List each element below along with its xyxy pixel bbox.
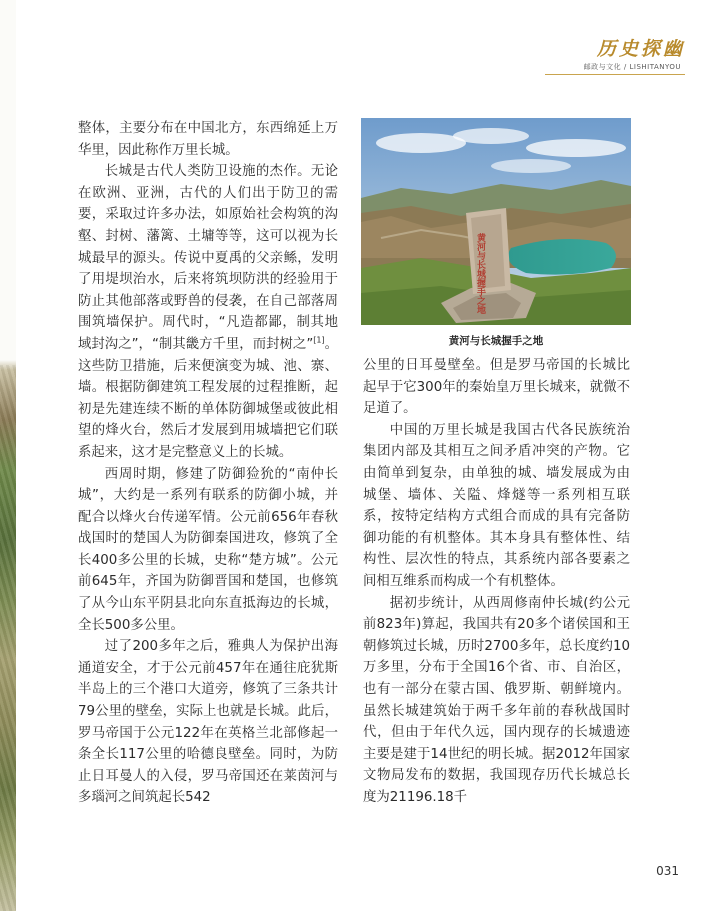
paragraph-great-wall-origin bbox=[78, 161, 338, 463]
paragraph-athens-rome: 过了200多年之后，雅典人为保护出海通道安全，才于公元前457年在通往庇犹斯半岛上的三个港口大道旁，修筑了三条共计79公里的壁垒，实际上也就是长城。此后，罗马帝国于公元122年在英格兰北部修起一条全长117公里的哈德良壁垒。同时，为防止日耳曼人的入侵，罗马帝国还在莱茵河与多瑙河之间筑起长542 bbox=[78, 639, 338, 806]
paragraph-rome-continued: 公里的日耳曼壁垒。但是罗马帝国的长城比起早于它300年的秦始皇万里长城来，就微不足道了。 bbox=[363, 358, 630, 417]
paragraph-continued: 整体，主要分布在中国北方，东西绵延上万华里，因此称作万里长城。 bbox=[78, 121, 338, 158]
landscape-photo bbox=[361, 118, 631, 325]
photo-caption: 黄河与长城握手之地 bbox=[448, 335, 544, 347]
paragraph-statistics: 据初步统计，从西周修南仲长城(约公元前823年)算起，我国共有20多个诸侯国和王朝修筑过长城，历时2700多年，总长度约10万多里，分布于全国16个省、市、自治区，也有一部分在蒙古国、俄罗斯、朝鲜境内。虽然长城建筑始于两千多年前的春秋战国时代，但由于年代久远，国内现存的长城遗迹主要是建于14世纪的明长城。据2012年国家文物局发布的数据，我国现存历代长城总长度为21196.18千 bbox=[363, 595, 630, 805]
left-margin-photo-strip bbox=[0, 0, 16, 911]
page-number: 031 bbox=[656, 864, 679, 878]
section-subtitle: 邮政与文化 / LISHITANYOU bbox=[583, 63, 681, 71]
header-rule bbox=[545, 74, 685, 75]
right-text-column bbox=[363, 355, 630, 808]
paragraph-text: 长城是古代人类防卫设施的杰作。无论在欧洲、亚洲，古代的人们出于防卫的需要，采取过许多办法，如原始社会构筑的沟壑、封树、藩篱、土墉等等，这可以视为长城最早的源头。传说中夏禹的父亲鲧，发明了用堤坝治水，后来将筑坝防洪的经验用于防止其他部落或野兽的侵袭，在自己部落周围筑墙保护。周代时，“凡造都鄙，制其地域封沟之”，“制其畿方千里，而封树之” bbox=[78, 164, 338, 352]
section-title: 历史探幽 bbox=[596, 38, 685, 60]
left-text-column bbox=[78, 118, 338, 809]
footnote-ref: [1] bbox=[313, 335, 325, 345]
paragraph-text: 。这些防卫措施，后来便演变为城、池、寨、墙。根据防御建筑工程发展的过程推断，起初是先建连续不断的单体防御城堡或彼此相望的烽火台，然后才发展到用城墙把它们联系起来，这才是完整意义上的长城。 bbox=[78, 336, 339, 460]
stone-inscription: 黄河与长城握手之地 bbox=[475, 233, 485, 314]
paragraph-western-zhou: 西周时期，修建了防御猃狁的“南仲长城”，大约是一系列有联系的防御小城，并配合以烽火台传递军情。公元前656年春秋战国时的楚国人为防御秦国进攻，修筑了全长400多公里的长城，史称“楚方城”。公元前645年，齐国为防御晋国和楚国，也修筑了从今山东平阴县北向东直抵海边的长城，全长500多公里。 bbox=[78, 466, 338, 633]
paragraph-chinese-great-wall: 中国的万里长城是我国古代各民族统治集团内部及其相互之间矛盾冲突的产物。它由简单到复杂，由单独的城、墙发展成为由城堡、墙体、关隘、烽燧等一系列相互联系，按特定结构方式组合而成的具有完备防御功能的有机整体。其本身具有整体性、结构性、层次性的特点，其系统内部各要素之间相互维系而构成一个有机整体。 bbox=[363, 422, 630, 589]
